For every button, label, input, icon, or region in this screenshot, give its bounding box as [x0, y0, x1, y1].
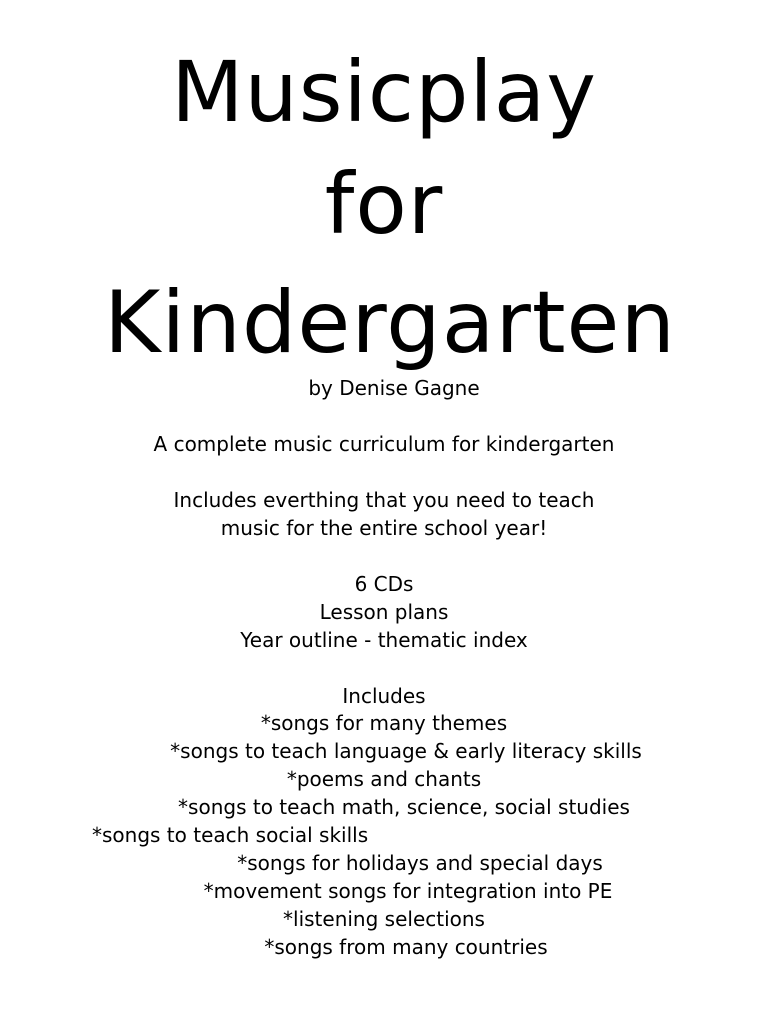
include-item-themes: *songs for many themes [260, 711, 508, 735]
title-line-3: Kindergarten [104, 273, 676, 373]
include-item-poems: *poems and chants [286, 767, 482, 791]
include-item-social-skills: *songs to teach social skills [92, 823, 369, 847]
include-item-listening: *listening selections [283, 907, 485, 931]
include-item-holidays: *songs for holidays and special days [237, 851, 603, 875]
author-line: by Denise Gagne [308, 376, 480, 400]
summary-line-1: Includes everthing that you need to teach [173, 488, 595, 512]
component-lesson-plans: Lesson plans [319, 600, 449, 624]
title-line-1: Musicplay [171, 43, 597, 141]
tagline: A complete music curriculum for kindergarten [153, 432, 615, 456]
include-item-movement: *movement songs for integration into PE [203, 879, 613, 903]
include-item-language: *songs to teach language & early literacy skills [170, 739, 642, 763]
include-item-math: *songs to teach math, science, social studies [178, 795, 630, 819]
includes-heading: Includes [342, 684, 426, 708]
title-line-2: for [324, 155, 444, 253]
include-item-countries: *songs from many countries [264, 935, 548, 959]
component-year-outline: Year outline - thematic index [240, 628, 528, 652]
summary-line-2: music for the entire school year! [220, 516, 548, 540]
component-cds: 6 CDs [354, 572, 414, 596]
